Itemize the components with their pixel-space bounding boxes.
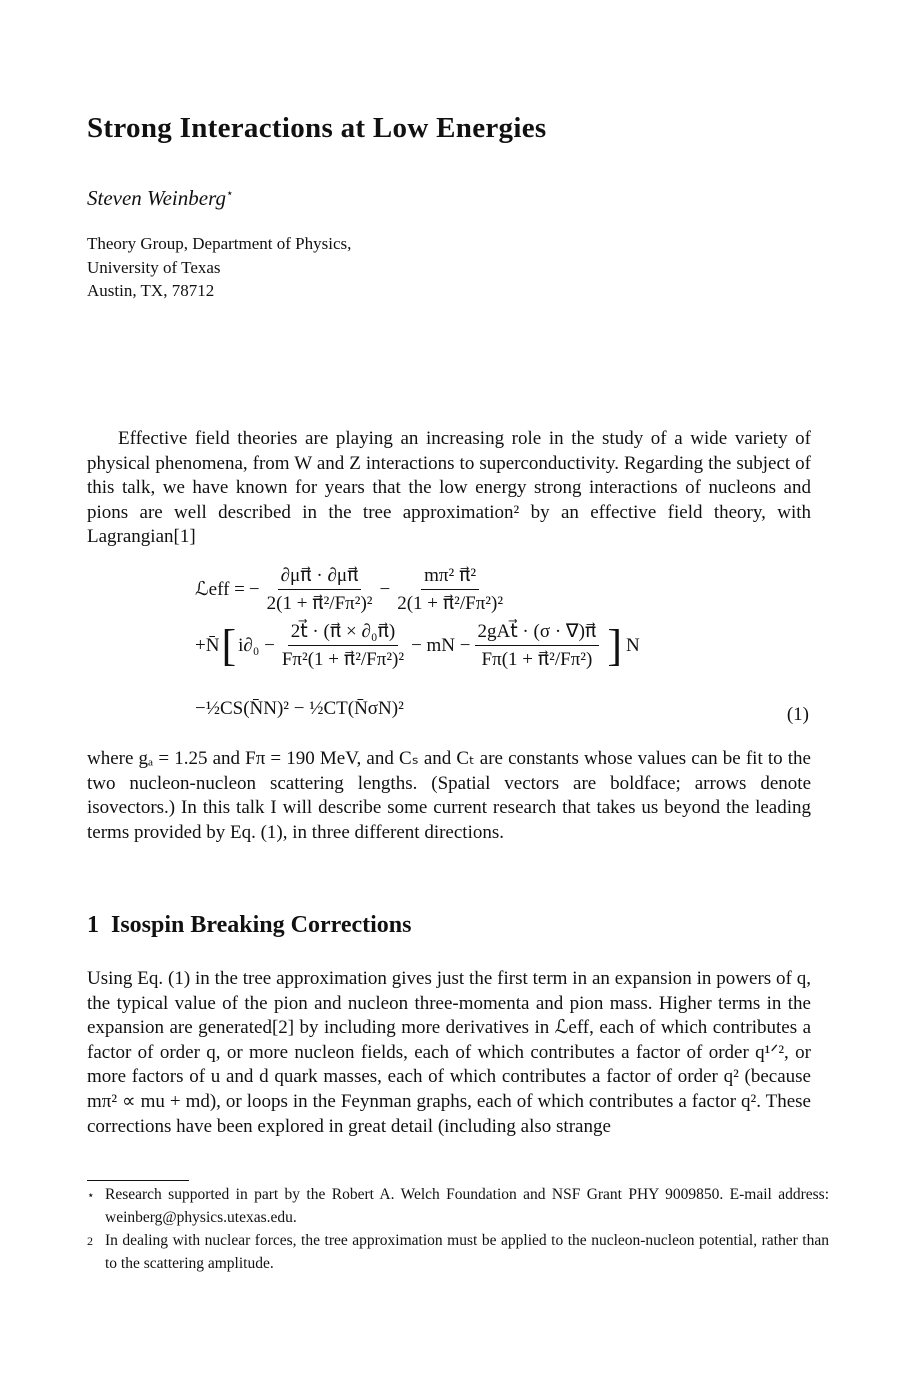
equation-lhs: ℒeff = xyxy=(195,579,245,600)
mass-term xyxy=(394,564,506,615)
affiliation-line: Austin, TX, 78712 xyxy=(87,281,215,300)
equation-line-2: +N̄ [ i∂₀ − $\frac{\text{2t⃗ · (π⃗ × ∂₀π⃗)}}{\text{Fπ²(1 + π⃗²/Fπ²)²}}$ − mN − $\frac{\text{2gAt⃗ · (σ · ∇)π⃗}}{\text{Fπ(1 + π⃗²/Fπ²)}}$ ] N xyxy=(195,620,640,670)
nucleon-suffix: N xyxy=(626,634,640,656)
kinetic-numerator: ∂μπ⃗ · ∂μπ⃗ xyxy=(278,564,362,590)
nucleon-bar-prefix: +N̄ xyxy=(195,634,220,656)
kinetic-term xyxy=(264,564,376,615)
paper-title: Strong Interactions at Low Energies xyxy=(87,112,547,144)
author-footnote-mark: ⋆ xyxy=(225,186,234,200)
intro-paragraph: Effective field theories are playing an increasing role in the study of a wide variety of physical phenomena, from W and Z interactions to superconductivity. Regarding the subject of this talk, we have known for years that the low energy strong interactions of nucleons and pions are well described in the tree approximation² by an effective field theory, with Lagrangian[1] xyxy=(87,428,811,548)
parameters-paragraph: where gₐ = 1.25 and Fπ = 190 MeV, and Cₛ and Cₜ are constants whose values can be fit to the two nucleon-nucleon scattering lengths. (Spatial vectors are boldface; arrows denote isovectors.) In this talk I will describe some current research that takes us beyond the leading terms provided by Eq. (1), in three different directions. xyxy=(87,748,811,843)
pion-nucleon-term xyxy=(279,620,407,671)
mass-numerator: mπ² π⃗² xyxy=(421,564,479,590)
lagrangian-equation xyxy=(195,564,815,734)
section-paragraph: Using Eq. (1) in the tree approximation gives just the first term in an expansion in powers of q, the typical value of the pion and nucleon three-momenta and pion mass. Higher terms in the expansion are generated[2] by including more derivatives in ℒeff, each of which contributes a factor of order q, or more nucleon fields, each of which contributes a factor of order q¹ᐟ², or more factors of u and d quark masses, each of which contributes a factor of order q² (because mπ² ∝ mu + md), or loops in the Feynman graphs, each of which contributes a factor q². These corrections have been explored in great detail (including also strange xyxy=(87,968,811,1137)
footnote-text: Research supported in part by the Robert A. Welch Foundation and NSF Grant PHY 9009850. E-mail address: weinberg@physics.utexas.edu. xyxy=(105,1186,829,1226)
equation-line-1: ℒeff = − $\frac{\partial\mu\pi⃗ \cdot \partial\mu\pi⃗}{\text{2(1 + π⃗²/Fπ²)²}}$ − $\frac{\text{mπ² π⃗²}}{\text{2(1 + π⃗²/Fπ²)²}}$ xyxy=(195,564,510,615)
axial-term xyxy=(475,620,600,671)
section-title: Isospin Breaking Corrections xyxy=(111,912,412,938)
footnote-mark: ⋆ xyxy=(87,1188,95,1202)
equation-number: (1) xyxy=(786,704,809,725)
affiliation-line: University of Texas xyxy=(87,257,221,277)
footnote xyxy=(87,1184,829,1229)
kinetic-denominator: 2(1 + π⃗²/Fπ²)² xyxy=(266,593,373,614)
affiliation xyxy=(87,232,351,303)
mass-denominator: 2(1 + π⃗²/Fπ²)² xyxy=(397,593,504,614)
equation-line-3 xyxy=(195,698,404,720)
footnote xyxy=(87,1230,829,1275)
pion-nucleon-numerator: 2t⃗ · (π⃗ × ∂₀π⃗) xyxy=(288,620,399,646)
affiliation-line: Theory Group, Department of Physics, xyxy=(87,234,352,253)
section-heading xyxy=(87,912,411,939)
nucleon-mass-term: − mN − xyxy=(411,634,471,656)
footnote-mark: 2 xyxy=(87,1234,93,1248)
axial-denominator: Fπ(1 + π⃗²/Fπ²) xyxy=(481,649,593,670)
section-number: 1 xyxy=(87,912,99,938)
pion-nucleon-denominator: Fπ²(1 + π⃗²/Fπ²)² xyxy=(281,649,405,670)
time-derivative-term: i∂₀ − xyxy=(238,634,275,656)
author-name-text: Steven Weinberg xyxy=(87,186,226,210)
contact-terms: −½CS(N̄N)² − ½CT(N̄σN)² xyxy=(195,698,404,719)
footnote-text: In dealing with nuclear forces, the tree approximation must be applied to the nucleon-nucleon potential, rather than to the scattering amplitude. xyxy=(105,1232,829,1272)
footnote-rule xyxy=(87,1180,189,1181)
axial-numerator: 2gAt⃗ · (σ · ∇)π⃗ xyxy=(475,620,600,646)
author-name xyxy=(87,186,234,211)
